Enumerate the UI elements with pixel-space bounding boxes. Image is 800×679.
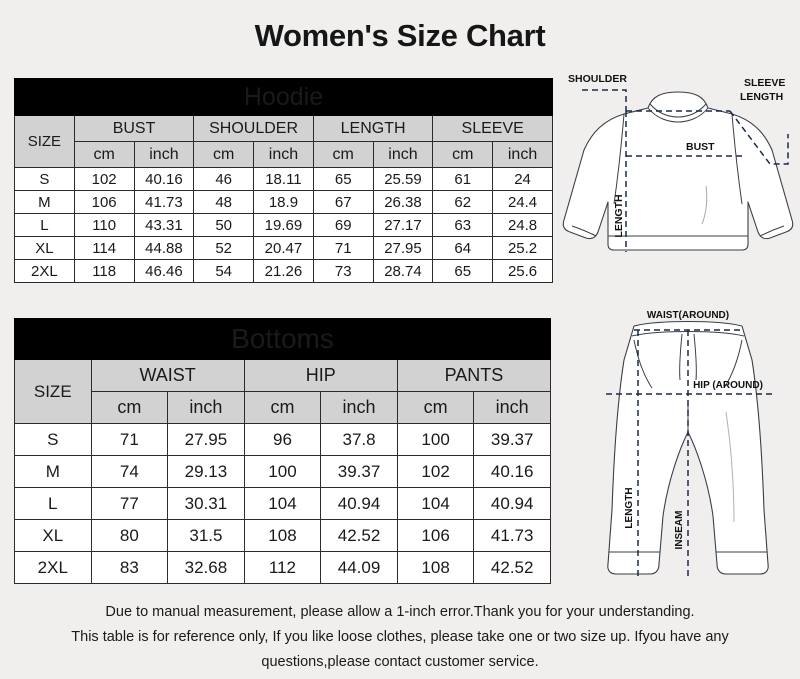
table-row [15,456,551,488]
pants-label-hip: HIP (AROUND) [693,380,763,391]
cell: 25.6 [493,260,553,283]
footer-line-3: questions,please contact customer service. [261,654,539,670]
cell: 77 [91,488,168,520]
cell: 110 [74,214,134,237]
row-size: S [15,424,92,456]
hoodie-measurement-diagram [556,66,800,302]
hoodie-size-table [14,78,553,283]
hoodie-label-shoulder: SHOULDER [568,73,627,85]
cell: 39.37 [321,456,398,488]
cell: 106 [74,191,134,214]
cell: 83 [91,552,168,584]
cell: 96 [244,424,321,456]
cell: 112 [244,552,321,584]
cell: 24.8 [493,214,553,237]
row-size: 2XL [15,260,75,283]
hoodie-group-length: LENGTH [313,116,433,142]
cell: 41.73 [134,191,194,214]
hoodie-label-sleeve-line2: LENGTH [740,91,784,103]
unit-header-row [15,392,551,424]
table-row [15,424,551,456]
cell: 26.38 [373,191,433,214]
cell: 18.9 [254,191,314,214]
pants-label-length: LENGTH [624,487,635,529]
bottoms-unit-hip-inch: inch [321,392,398,424]
cell: 65 [313,168,373,191]
cell: 46.46 [134,260,194,283]
hoodie-label-length: LENGTH [613,194,625,238]
cell: 108 [244,520,321,552]
table-title-row [15,319,551,360]
hoodie-table-title: Hoodie [15,79,553,116]
cell: 37.8 [321,424,398,456]
cell: 61 [433,168,493,191]
hoodie-unit-shoulder-cm: cm [194,142,254,168]
cell: 42.52 [474,552,551,584]
hoodie-unit-shoulder-inch: inch [254,142,314,168]
cell: 100 [244,456,321,488]
cell: 46 [194,168,254,191]
hoodie-unit-sleeve-cm: cm [433,142,493,168]
table-row [15,168,553,191]
footer-disclaimer [20,600,780,675]
cell: 30.31 [168,488,245,520]
cell: 69 [313,214,373,237]
cell: 50 [194,214,254,237]
bottoms-unit-waist-cm: cm [91,392,168,424]
table-row [15,488,551,520]
cell: 43.31 [134,214,194,237]
hoodie-group-sleeve: SLEEVE [433,116,553,142]
cell: 64 [433,237,493,260]
cell: 114 [74,237,134,260]
cell: 73 [313,260,373,283]
cell: 108 [397,552,474,584]
cell: 31.5 [168,520,245,552]
row-size: M [15,191,75,214]
cell: 102 [397,456,474,488]
cell: 40.16 [474,456,551,488]
row-size: L [15,214,75,237]
cell: 65 [433,260,493,283]
cell: 24 [493,168,553,191]
bottoms-unit-pants-inch: inch [474,392,551,424]
bottoms-unit-waist-inch: inch [168,392,245,424]
cell: 32.68 [168,552,245,584]
cell: 63 [433,214,493,237]
cell: 41.73 [474,520,551,552]
cell: 27.95 [168,424,245,456]
cell: 80 [91,520,168,552]
cell: 18.11 [254,168,314,191]
pants-label-inseam: INSEAM [674,510,685,550]
pants-label-waist: WAIST(AROUND) [646,310,730,321]
page-title: Women's Size Chart [254,18,546,53]
row-size: S [15,168,75,191]
hoodie-unit-bust-inch: inch [134,142,194,168]
hoodie-unit-bust-cm: cm [74,142,134,168]
hoodie-size-header: SIZE [15,116,75,168]
cell: 24.4 [493,191,553,214]
group-header-row [15,116,553,142]
hoodie-unit-length-cm: cm [313,142,373,168]
cell: 40.94 [321,488,398,520]
table-row [15,191,553,214]
bottoms-size-table [14,318,551,584]
cell: 21.26 [254,260,314,283]
bottoms-group-hip: HIP [244,360,397,392]
hoodie-unit-length-inch: inch [373,142,433,168]
footer-line-2: This table is for reference only, If you like loose clothes, please take one or two size up. Ifyou have any [71,629,729,645]
bottoms-table-title: Bottoms [15,319,551,360]
hoodie-label-bust: BUST [686,141,715,153]
hoodie-group-bust: BUST [74,116,194,142]
row-size: XL [15,237,75,260]
cell: 44.09 [321,552,398,584]
cell: 74 [91,456,168,488]
bottoms-group-waist: WAIST [91,360,244,392]
cell: 104 [244,488,321,520]
table-row [15,260,553,283]
cell: 118 [74,260,134,283]
bottoms-unit-hip-cm: cm [244,392,321,424]
cell: 27.17 [373,214,433,237]
hoodie-unit-sleeve-inch: inch [493,142,553,168]
cell: 102 [74,168,134,191]
bottoms-unit-pants-cm: cm [397,392,474,424]
cell: 106 [397,520,474,552]
cell: 40.16 [134,168,194,191]
cell: 39.37 [474,424,551,456]
cell: 25.59 [373,168,433,191]
unit-header-row [15,142,553,168]
pants-measurement-diagram [576,302,800,600]
cell: 29.13 [168,456,245,488]
bottoms-group-pants: PANTS [397,360,550,392]
cell: 67 [313,191,373,214]
cell: 71 [313,237,373,260]
hoodie-group-shoulder: SHOULDER [194,116,314,142]
cell: 52 [194,237,254,260]
table-row [15,552,551,584]
cell: 25.2 [493,237,553,260]
cell: 44.88 [134,237,194,260]
cell: 40.94 [474,488,551,520]
table-row [15,520,551,552]
table-row [15,214,553,237]
cell: 104 [397,488,474,520]
table-row [15,237,553,260]
footer-line-1: Due to manual measurement, please allow a 1-inch error.Thank you for your understanding. [105,604,695,620]
row-size: M [15,456,92,488]
cell: 28.74 [373,260,433,283]
cell: 48 [194,191,254,214]
cell: 54 [194,260,254,283]
bottoms-size-header: SIZE [15,360,92,424]
cell: 27.95 [373,237,433,260]
cell: 42.52 [321,520,398,552]
row-size: L [15,488,92,520]
cell: 62 [433,191,493,214]
cell: 20.47 [254,237,314,260]
row-size: XL [15,520,92,552]
row-size: 2XL [15,552,92,584]
table-title-row [15,79,553,116]
hoodie-label-sleeve-line1: SLEEVE [744,77,786,89]
cell: 100 [397,424,474,456]
cell: 19.69 [254,214,314,237]
group-header-row [15,360,551,392]
cell: 71 [91,424,168,456]
